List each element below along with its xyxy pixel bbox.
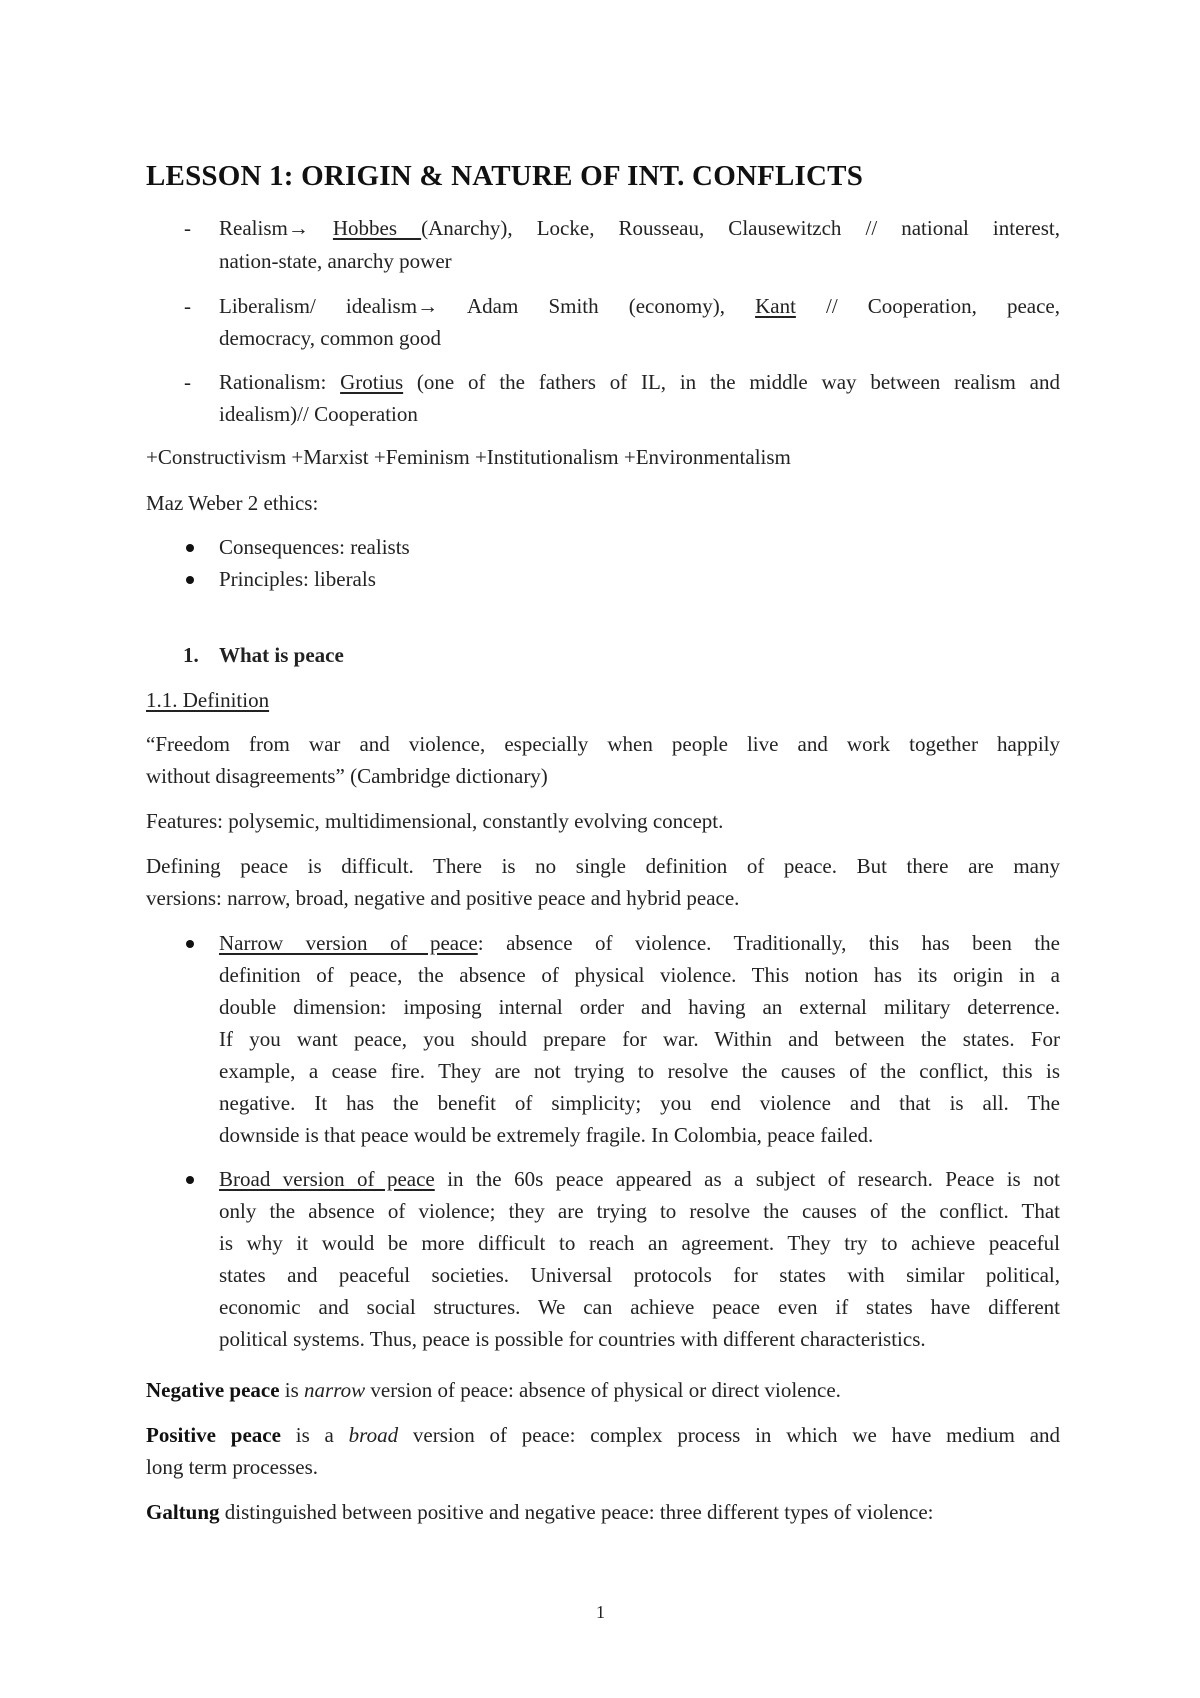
broad-line5: economic and social structures. We can achieve peace even if states have different — [219, 1295, 1060, 1319]
bullet-icon — [186, 544, 194, 552]
list-dash: - — [184, 294, 191, 318]
broad-line3: is why it would be more difficult to reach an agreement. They try to achieve peaceful — [219, 1231, 1060, 1255]
narrow-line5: example, a cease fire. They are not trying to resolve the causes of the conflict, this is — [219, 1059, 1060, 1083]
list-item-liberalism-line2: democracy, common good — [219, 326, 441, 350]
galtung-line: Galtung distinguished between positive and negative peace: three different types of violence: — [146, 1500, 934, 1524]
section-heading: What is peace — [219, 643, 344, 667]
quote-line1: “Freedom from war and violence, especially when people live and work together happily — [146, 732, 1060, 756]
bullet-icon — [186, 1176, 194, 1184]
defining-line2: versions: narrow, broad, negative and positive peace and hybrid peace. — [146, 886, 740, 910]
subsection-heading: 1.1. Definition — [146, 688, 270, 712]
negative-peace-line: Negative peace is narrow version of peace: absence of physical or direct violence. — [146, 1378, 841, 1402]
narrow-line2: definition of peace, the absence of physical violence. This notion has its origin in a — [219, 963, 1060, 987]
positive-peace-line2: long term processes. — [146, 1455, 319, 1479]
narrow-line6: negative. It has the benefit of simplicity; you end violence and that is all. The — [219, 1091, 1060, 1115]
weber-heading: Maz Weber 2 ethics: — [146, 491, 319, 515]
broad-line4: states and peaceful societies. Universal protocols for states with similar political, — [219, 1263, 1060, 1287]
defining-line1: Defining peace is difficult. There is no single definition of peace. But there are many — [146, 854, 1060, 878]
quote-line2: without disagreements” (Cambridge dictionary) — [146, 764, 548, 788]
list-item-liberalism-line1: Liberalism/ idealism→ Adam Smith (economy), Kant // Cooperation, peace, — [219, 294, 1060, 318]
bullet-icon — [186, 576, 194, 584]
bullet-icon — [186, 940, 194, 948]
list-item-rationalism-line2: idealism)// Cooperation — [219, 402, 418, 426]
narrow-line4: If you want peace, you should prepare for war. Within and between the states. For — [219, 1027, 1060, 1051]
theories-line: +Constructivism +Marxist +Feminism +Institutionalism +Environmentalism — [146, 445, 791, 469]
list-dash: - — [184, 216, 191, 240]
page-number: 1 — [596, 1602, 605, 1622]
list-dash: - — [184, 370, 191, 394]
weber-item-principles: Principles: liberals — [219, 567, 376, 591]
broad-line6: political systems. Thus, peace is possible for countries with different characteristics. — [219, 1327, 926, 1351]
narrow-line1: Narrow version of peace: absence of violence. Traditionally, this has been the — [219, 931, 1060, 955]
weber-item-consequences: Consequences: realists — [219, 535, 410, 559]
broad-line1: Broad version of peace in the 60s peace appeared as a subject of research. Peace is not — [219, 1167, 1060, 1191]
section-number: 1. — [183, 643, 199, 667]
features-line: Features: polysemic, multidimensional, constantly evolving concept. — [146, 809, 724, 833]
narrow-line7: downside is that peace would be extremely fragile. In Colombia, peace failed. — [219, 1123, 874, 1147]
narrow-line3: double dimension: imposing internal order and having an external military deterrence. — [219, 995, 1060, 1019]
positive-peace-line1: Positive peace is a broad version of peace: complex process in which we have medium and — [146, 1423, 1061, 1447]
list-item-realism-line2: nation-state, anarchy power — [219, 249, 452, 273]
list-item-realism-line1: Realism→ Hobbes (Anarchy), Locke, Rousseau, Clausewitzch // national interest, — [219, 216, 1060, 240]
list-item-rationalism-line1: Rationalism: Grotius (one of the fathers of IL, in the middle way between realism and — [219, 370, 1060, 394]
lesson-title: LESSON 1: ORIGIN & NATURE OF INT. CONFLICTS — [146, 160, 864, 192]
broad-line2: only the absence of violence; they are trying to resolve the causes of the conflict. That — [219, 1199, 1060, 1223]
